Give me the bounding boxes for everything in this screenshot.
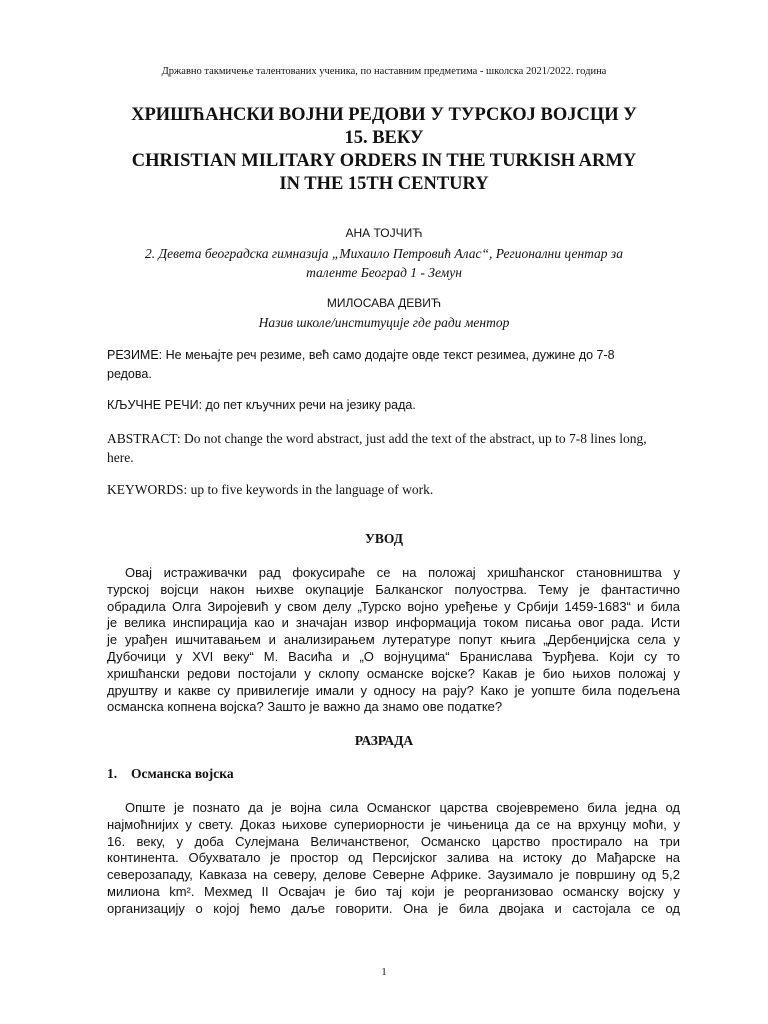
mentor-affiliation: Назив школе/институције где ради ментор <box>258 315 510 330</box>
kljucne-reci-text: КЉУЧНЕ РЕЧИ: до пет кључних речи на језику рада. <box>107 398 416 412</box>
author-name: АНА ТОЈЧИЋ <box>345 226 423 240</box>
paragraph-line: турској војсци након њихве окупације Балканског полуострва. Тему је фантастично <box>107 581 680 597</box>
mentor-name: МИЛОСАВА ДЕВИЋ <box>326 296 442 310</box>
paper-title <box>90 104 678 196</box>
paragraph-line: Опште је познато да је војна сила Османског царства својевремено била једна од <box>125 800 680 815</box>
keywords-text: KEYWORDS: up to five keywords in the language of work. <box>107 482 434 497</box>
paragraph-line: друштву и какве су привилегије имали у односу на рају? Како је уопште била подељена <box>107 682 680 698</box>
title-line: CHRISTIAN MILITARY ORDERS IN THE TURKISH ARMY <box>131 151 637 171</box>
paragraph-line: је велика инспирација као и значајан извор информација током писања овог рада. Исти <box>107 615 680 631</box>
paragraph-line: Дубочици у XVI веку“ М. Васића и „О војнуцима“ Бранислава Ђурђева. Који су то <box>107 648 680 664</box>
paragraph-line: организацију о којој ћемо даље говорити. Она је била двојака и састојала се од <box>107 900 680 916</box>
paragraph-line: најмоћнијих у свету. Доказ њихове супериорности је чињеница да се на врхунцу моћи, у <box>107 816 680 832</box>
paragraph-line: милиона km². Мехмед II Освајач је био тај који је реорганизовао османску војску у <box>107 883 680 899</box>
affiliation-line: 2. Девета београдска гимназија „Михаило Петровић Алас“, Регионални центар за <box>145 246 623 261</box>
affiliation-line: таленте Београд 1 - Земун <box>306 265 462 280</box>
paragraph-line: османска копнена војска? Зашто је важно да знамо ове податке? <box>107 699 503 715</box>
section-heading-uvod: УВОД <box>364 531 404 546</box>
paragraph-line: 16. веку, у доба Сулејмана Величанственог, Османско царство простирало на три <box>107 833 680 849</box>
page-number: 1 <box>381 966 387 978</box>
paragraph-line: Овај истраживачки рад фокусираће се на положај хришћанског становништва у <box>125 565 680 580</box>
razrada-paragraph <box>107 800 680 918</box>
page-header: Државно такмичење талентованих ученика, по наставним предметима - школска 2021/2022. година <box>161 66 607 77</box>
subsection-heading <box>107 766 234 782</box>
subsection-number: 1. <box>107 766 118 781</box>
uvod-paragraph <box>107 565 680 716</box>
paragraph-line: северозападу, Кавказа на северу, делове Северне Африке. Заузимало је површину од 5,2 <box>107 867 680 883</box>
author-affiliation <box>100 244 668 282</box>
title-line: 15. ВЕКУ <box>344 128 424 148</box>
paragraph-line: обрадила Олга Зиројевић у свом делу „Турско војно уређење у Србији 1459-1683“ и била <box>107 598 680 614</box>
title-line: IN THE 15TH CENTURY <box>279 174 489 194</box>
rezime-text: РЕЗИМЕ: Не мењајте реч резиме, већ само додајте овде текст резимеа, дужине до 7-8 редова. <box>107 348 615 381</box>
paragraph-line: хришћански редови постојали у склопу османске војске? Какав је био њихов положај у <box>107 665 680 681</box>
paragraph-line: је урађен ишчитавањем и анализирањем лутературе попут књига „Дербенџијска села у <box>107 632 680 648</box>
subsection-title: Османска војска <box>131 766 234 781</box>
section-heading-razrada: РАЗРАДА <box>354 733 414 748</box>
abstract-text: ABSTRACT: Do not change the word abstract, just add the text of the abstract, up to 7-8 lines long, here. <box>107 431 647 465</box>
title-line: ХРИШЋАНСКИ ВОЈНИ РЕДОВИ У ТУРСКОЈ ВОЈСЦИ У <box>131 105 637 125</box>
paragraph-line: континента. Обухватало је простор од Персијског залива на истоку до Мађарске на <box>107 850 680 866</box>
